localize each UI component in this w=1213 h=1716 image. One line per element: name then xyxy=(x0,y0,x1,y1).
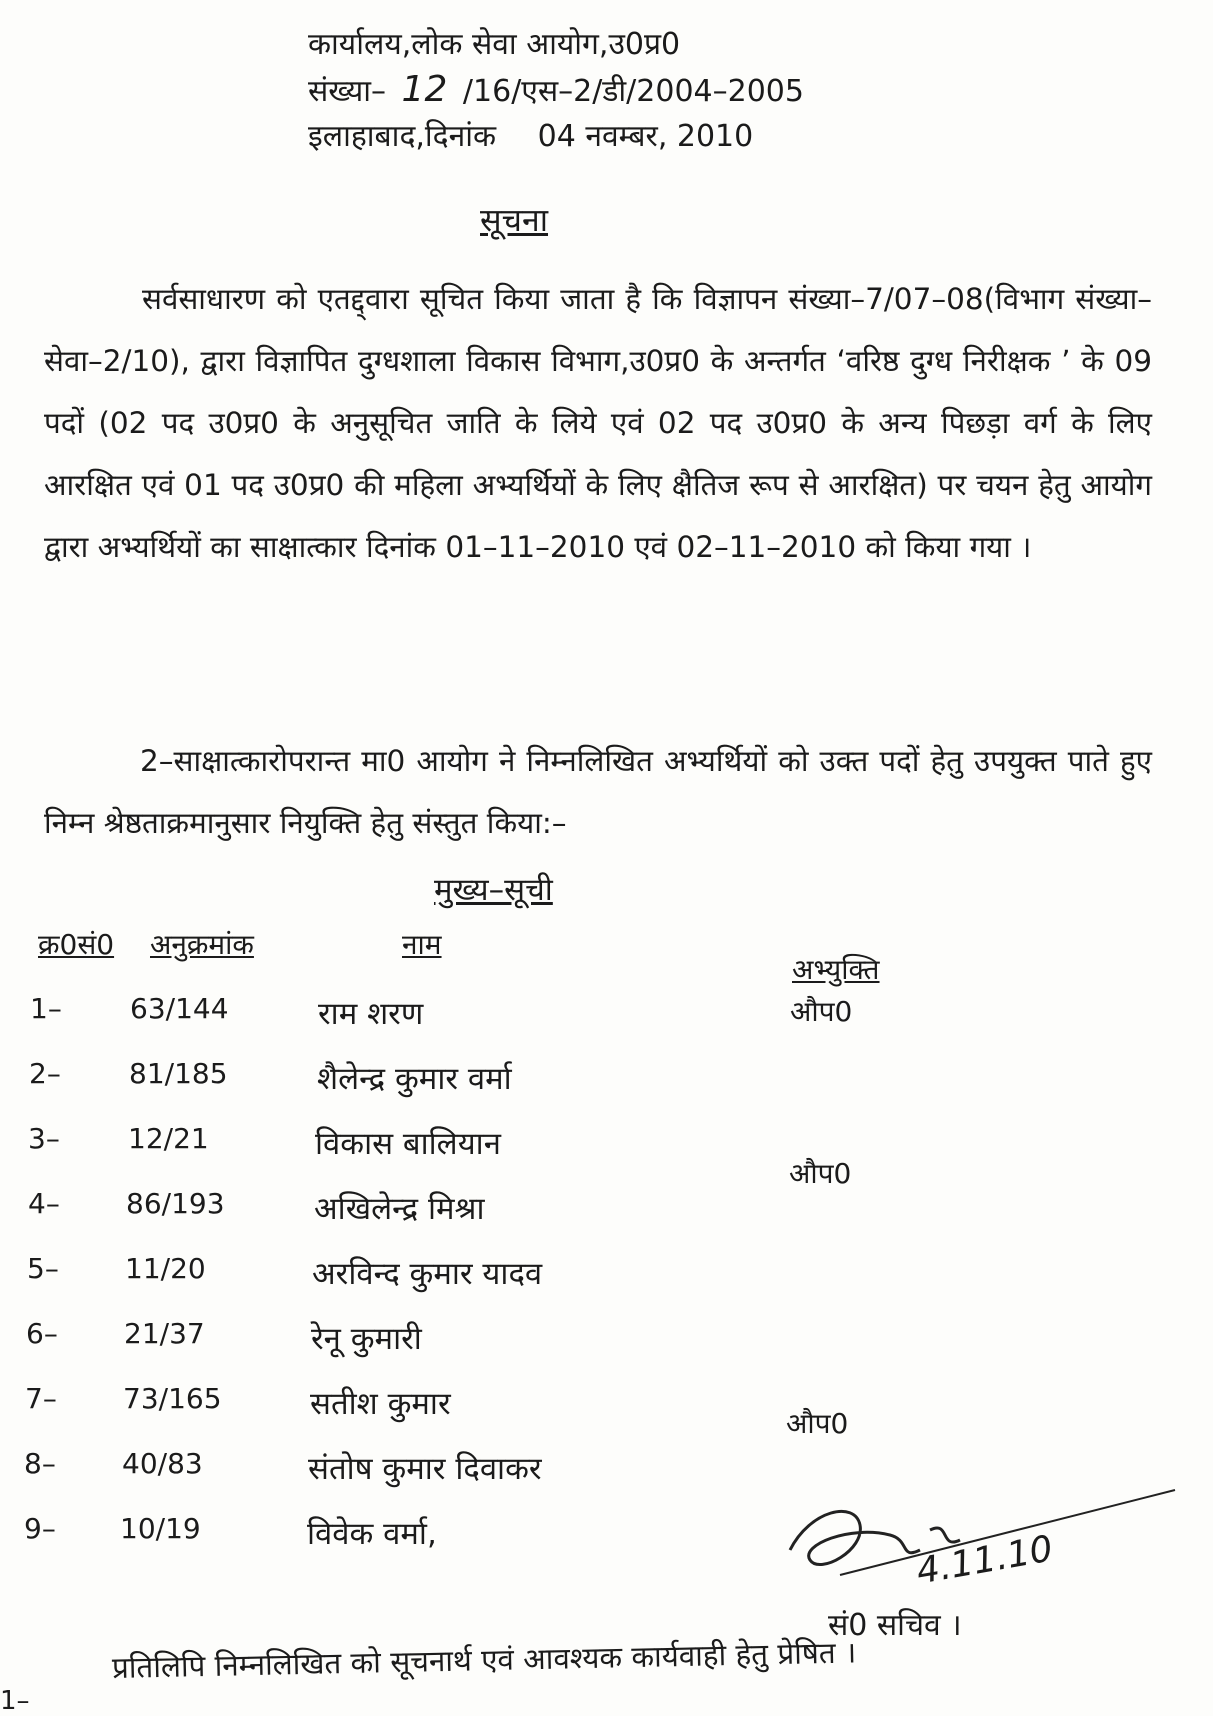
row-serial-number: 1– xyxy=(30,992,62,1025)
row-remark: औप0 xyxy=(789,1157,852,1190)
row-remark: औप0 xyxy=(790,995,853,1028)
row-candidate-name: संतोष कुमार दिवाकर xyxy=(308,1451,542,1487)
place-date xyxy=(308,114,804,159)
row-roll-number: 81/185 xyxy=(129,1057,228,1090)
row-serial-number: 8– xyxy=(24,1447,56,1480)
row-candidate-name: अरविन्द कुमार यादव xyxy=(312,1256,543,1292)
row-candidate-name: अखिलेन्द्र मिश्रा xyxy=(314,1191,485,1227)
row-candidate-name: विकास बालियान xyxy=(315,1126,501,1162)
signatory-designation: सं0 सचिव । xyxy=(828,1608,962,1643)
notice-paragraph-2: 2–साक्षात्कारोपरान्त मा0 आयोग ने निम्नलिखित अभ्यर्थियों को उक्त पदों हेतु उपयुक्त पाते हुए निम्न श्रेष्ठताक्रमानुसार नियुक्ति हेतु संस्तुत किया:– xyxy=(44,744,1152,840)
row-serial-number: 5– xyxy=(27,1252,59,1285)
row-serial-number: 7– xyxy=(25,1382,57,1415)
header-serial-number: क्र0सं0 xyxy=(38,928,115,961)
row-remark: औप0 xyxy=(786,1407,849,1440)
row-candidate-name: विवेक वर्मा, xyxy=(307,1516,437,1552)
notice-title: सूचना xyxy=(480,201,549,239)
cut-off-line: 1– xyxy=(0,1686,30,1716)
row-serial-number: 9– xyxy=(24,1512,56,1545)
row-roll-number: 73/165 xyxy=(123,1382,222,1415)
row-candidate-name: रेनू कुमारी xyxy=(311,1321,422,1357)
row-candidate-name: शैलेन्द्र कुमार वर्मा xyxy=(317,1061,512,1097)
header-remarks: अभ्युक्ति xyxy=(792,953,880,986)
reference-number-rest: /16/एस–2/डी/2004–2005 xyxy=(462,74,804,109)
row-serial-number: 4– xyxy=(28,1187,60,1220)
header-name: नाम xyxy=(402,928,442,961)
notice-paragraph-1: सर्वसाधारण को एतद्द्वारा सूचित किया जाता है कि विज्ञापन संख्या–7/07–08(विभाग संख्या–सेवा–2/10), द्वारा विज्ञापित दुग्धशाला विकास विभाग,उ0प्र0 के अन्तर्गत ‘वरिष्ठ दुग्ध निरीक्षक ’ के 09 पदों (02 पद उ0प्र0 के अनुसूचित जाति के लिये एवं 02 पद उ0प्र0 के अन्य पिछड़ा वर्ग के लिए आरक्षित एवं 01 पद उ0प्र0 की महिला अभ्यर्थियों के लिए क्षैतिज रूप से आरक्षित) पर चयन हेतु आयोग द्वारा अभ्यर्थियों का साक्षात्कार दिनांक 01–11–2010 एवं 02–11–2010 को किया गया । xyxy=(44,282,1152,564)
row-serial-number: 3– xyxy=(28,1122,60,1155)
row-serial-number: 6– xyxy=(26,1317,58,1350)
row-roll-number: 86/193 xyxy=(126,1187,225,1220)
reference-number-label: संख्या– xyxy=(308,74,386,109)
row-roll-number: 12/21 xyxy=(128,1122,209,1155)
header-roll-number: अनुक्रमांक xyxy=(150,928,254,961)
row-serial-number: 2– xyxy=(29,1057,61,1090)
place-date-label: इलाहाबाद,दिनांक xyxy=(308,119,497,154)
row-candidate-name: राम शरण xyxy=(318,996,424,1032)
office-header xyxy=(308,22,804,159)
row-roll-number: 63/144 xyxy=(130,992,229,1025)
issue-date: 04 नवम्बर, 2010 xyxy=(537,119,754,154)
copy-forwarded-line: प्रतिलिपि निम्नलिखित को सूचनार्थ एवं आवश्यक कार्यवाही हेतु प्रेषित । xyxy=(111,1635,857,1685)
main-list-title: मुख्य–सूची xyxy=(434,872,553,908)
row-roll-number: 21/37 xyxy=(124,1317,205,1350)
row-candidate-name: सतीश कुमार xyxy=(310,1386,451,1422)
reference-number-handwritten: 12 xyxy=(401,69,448,110)
office-name: कार्यालय,लोक सेवा आयोग,उ0प्र0 xyxy=(308,27,681,62)
row-roll-number: 11/20 xyxy=(125,1252,206,1285)
row-roll-number: 40/83 xyxy=(122,1447,203,1480)
signature-date: 4.11.10 xyxy=(913,1528,1056,1593)
reference-number xyxy=(308,67,804,114)
row-roll-number: 10/19 xyxy=(120,1512,201,1545)
